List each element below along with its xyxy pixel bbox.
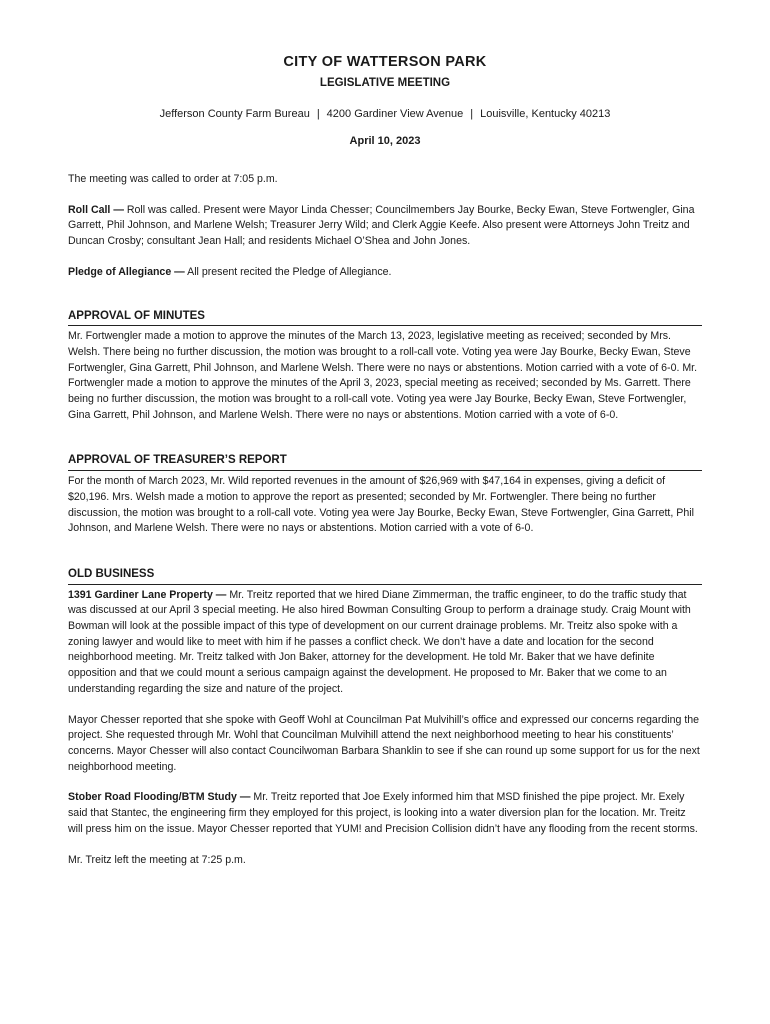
roll-call-lead: Roll Call — [68, 203, 124, 216]
departure-note: Mr. Treitz left the meeting at 7:25 p.m. [68, 853, 246, 866]
pledge-text: All present recited the Pledge of Allegiance. [184, 265, 392, 278]
pledge-lead: Pledge of Allegiance — [68, 265, 185, 278]
location-separator: | [316, 108, 320, 120]
gardiner-lead: 1391 Gardiner Lane Property — [68, 588, 227, 601]
meeting-date: April 10, 2023 [349, 135, 421, 147]
roll-call-text: Roll was called. Present were Mayor Linda Chesser; Councilmembers Jay Bourke, Becky Ewan, Steve Fortwengler, Gina Garrett, Phil Johnson, and Marlene Welsh; Treasurer Jerry Wild; and Clerk Aggie Keefe. Also present were Attorneys John Treitz and Duncan Crosby; consultant Jean Hall; and residents Michael O’Shea and John Jones. [68, 203, 695, 248]
roll-call-paragraph [68, 203, 702, 250]
minutes-paragraph: Mr. Fortwengler made a motion to approve the minutes of the March 13, 2023, legislative meeting as received; seconded by Mrs. Welsh. There being no further discussion, the motion was brought to a roll-call vote. Voting yea were Jay Bourke, Becky Ewan, Steve Fortwengler, Gina Garrett, Phil Johnson, and Marlene Welsh. There were no nays or abstentions. Motion carried with a vote of 6-0. Mr. Fortwengler made a motion to approve the minutes of the April 3, 2023, special meeting as received; seconded by Ms. Garrett. There being no further discussion, the motion was brought to a roll-call vote. Voting yea were Jay Bourke, Becky Ewan, Steve Fortwengler, Gina Garrett, Phil Johnson, and Marlene Welsh. There were no nays or abstentions. Motion carried with a vote of 6-0. [68, 330, 698, 421]
location-separator: | [470, 108, 474, 120]
pledge-paragraph [68, 265, 702, 281]
meeting-type: LEGISLATIVE MEETING [319, 77, 451, 89]
stober-lead: Stober Road Flooding/BTM Study — [68, 791, 251, 804]
section-heading-old-business: OLD BUSINESS [68, 567, 702, 585]
mayor-paragraph: Mayor Chesser reported that she spoke with Geoff Wohl at Councilman Pat Mulvihill’s office and expressed our concerns regarding the project. She requested through Mr. Wohl that Councilman Mulvihill attend the next neighborhood meeting to hear his constituents’ concerns. Mayor Chesser will also contact Councilwoman Barbara Shanklin to see if she can round up some support for us for the next neighborhood meeting. [68, 713, 700, 773]
minutes-body [68, 172, 702, 883]
section-heading-treasurer: APPROVAL OF TREASURER’S REPORT [68, 453, 702, 471]
call-to-order: The meeting was called to order at 7:05 p.m. [68, 173, 278, 185]
stober-text: Mr. Treitz reported that Joe Exely informed him that MSD finished the pipe project. Mr. Exely said that Stantec, the engineering firm they employed for this project, is looking into a water diversion plan for the location. Mr. Treitz will press him on the issue. Mayor Chesser reported that YUM! and Precision Collision didn’t have any flooding from the recent storms. [68, 791, 698, 835]
meeting-location [0, 108, 770, 120]
section-heading-minutes: APPROVAL OF MINUTES [68, 309, 702, 327]
gardiner-text: Mr. Treitz reported that we hired Diane Zimmerman, the traffic engineer, to do the traffic study that was discussed at our April 3 special meeting. He also hired Bowman Consulting Group to perform a drainage study. Craig Mount with Bowman will look at the possible impact of this type of development on our current drainage problems. Mr. Treitz also spoke with a zoning lawyer and would like to meet with him if he passes a conflict check. We don’t have a date and location for the second neighborhood meeting. Mr. Treitz talked with Jon Baker, attorney for the development. He told Mr. Baker that we have definite opposition and that we could mount a serious campaign against the development. He proposed to Mr. Baker that we come to an understanding regarding the size and nature of the project. [68, 588, 691, 695]
gardiner-paragraph [68, 588, 702, 698]
location-street: 4200 Gardiner View Avenue [326, 108, 464, 120]
treasurer-paragraph: For the month of March 2023, Mr. Wild reported revenues in the amount of $26,969 with $47,164 in expenses, giving a deficit of $20,196. Mrs. Welsh made a motion to approve the report as presented; seconded by Mr. Fortwengler. There being no further discussion, the motion was brought to a roll-call vote. Voting yea were Jay Bourke, Becky Ewan, Steve Fortwengler, Gina Garrett, Phil Johnson, and Marlene Welsh. There were no nays or abstentions. Motion carried with a vote of 6-0. [68, 475, 694, 535]
location-venue: Jefferson County Farm Bureau [159, 108, 310, 120]
location-city: Louisville, Kentucky 40213 [480, 108, 611, 120]
city-title: CITY OF WATTERSON PARK [283, 54, 487, 70]
stober-paragraph [68, 790, 702, 837]
